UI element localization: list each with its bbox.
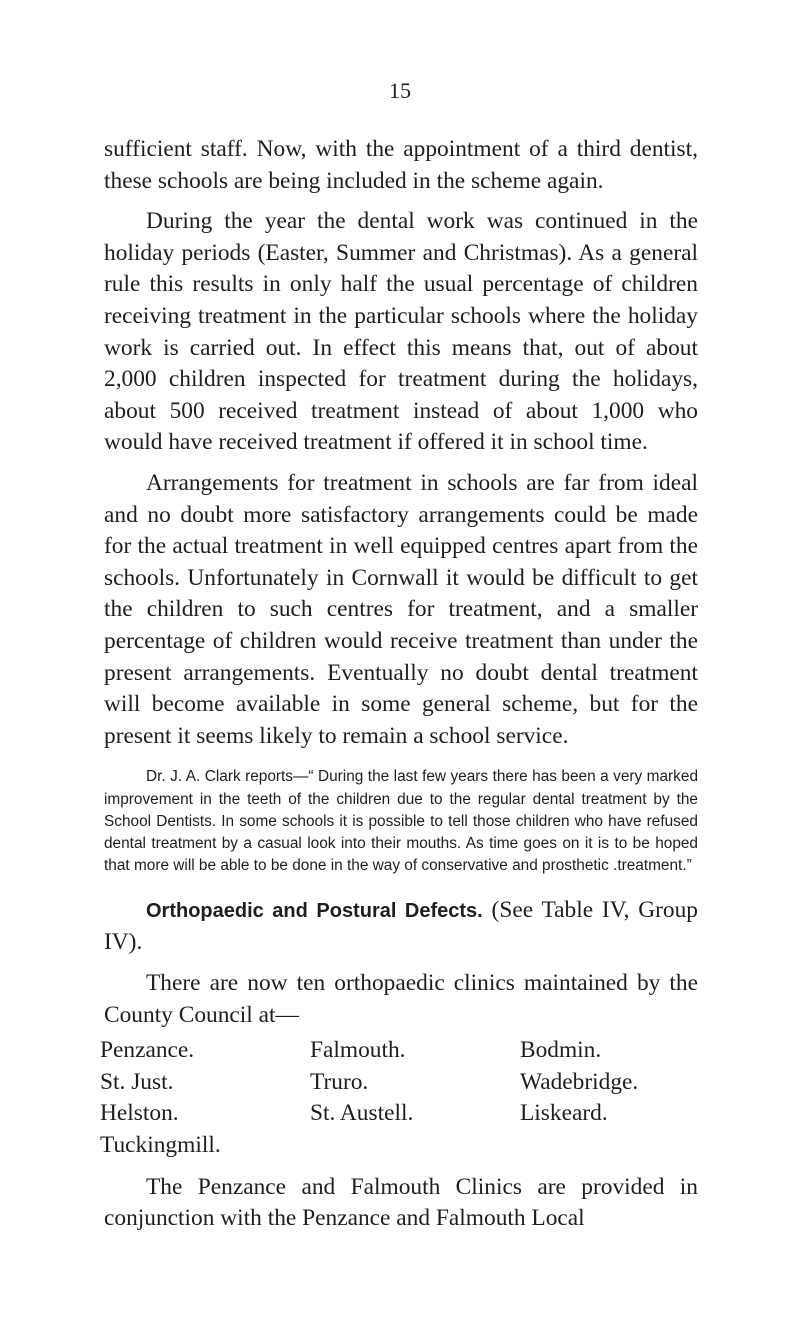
clinic-name: St. Just. (100, 1068, 174, 1095)
clinic-name: Truro. (310, 1068, 369, 1095)
clinic-name: Penzance. (100, 1037, 195, 1064)
clinic-name: Bodmin. (520, 1037, 602, 1064)
page-number: 15 (389, 78, 411, 103)
section-heading: Orthopaedic and Postural Defects. (146, 899, 483, 922)
clinic-name: Falmouth. (310, 1037, 406, 1064)
clinic-name: Tuckingmill. (100, 1131, 221, 1158)
paragraph-1: sufficient staff. Now, with the appointment of a third dentist, these schools are being included in the scheme again. (104, 136, 698, 194)
body-text (100, 134, 698, 1235)
paragraph-6: The Penzance and Falmouth Clinics are provided in conjunction with the Penzance and Falmouth Local (104, 1173, 698, 1232)
quote-paragraph: Dr. J. A. Clark reports—“ During the last few years there has been a very marked improvement in the teeth of the children due to the regular dental treatment by the School Dentists. In some schools it is possible to tell those children who have refused dental treatment by a casual look into their mouths. As time goes on it is to be hoped that more will be able to be done in the way of conservative and prosthetic .treatment.” (104, 768, 698, 875)
clinic-name: St. Austell. (310, 1100, 414, 1127)
paragraph-2: During the year the dental work was continued in the holiday periods (Easter, Summer and Christmas). As a general rule this results in only half the usual percentage of children receiving treatment in the particular schools where the holiday work is carried out. In effect this means that, out of about 2,000 children inspected for treatment during the holidays, about 500 received treatment instead of about 1,000 who would have received treatment if offered it in school time. (104, 208, 698, 456)
clinic-name: Liskeard. (520, 1100, 608, 1127)
paragraph-3: Arrangements for treatment in schools are far from ideal and no doubt more satisfactory arrangements could be made for the actual treatment in well equipped centres apart from the schools. Unfortunately in Cornwall it would be difficult to get the children to such centres for treatment, and a smaller percentage of children would receive treatment than under the present arrangements. Eventually no doubt dental treatment will become available in some general scheme, but for the present it seems likely to remain a school service. (104, 469, 698, 749)
clinic-name: Helston. (100, 1100, 179, 1127)
clinic-list (100, 1035, 694, 1161)
section-heading-paragraph (104, 895, 698, 959)
paragraph-clinics-intro: There are now ten orthopaedic clinics maintained by the County Council at— (104, 969, 698, 1028)
clinic-name: Wadebridge. (520, 1068, 639, 1095)
section-heading-reference: (See Table IV, Group IV). (104, 896, 698, 956)
